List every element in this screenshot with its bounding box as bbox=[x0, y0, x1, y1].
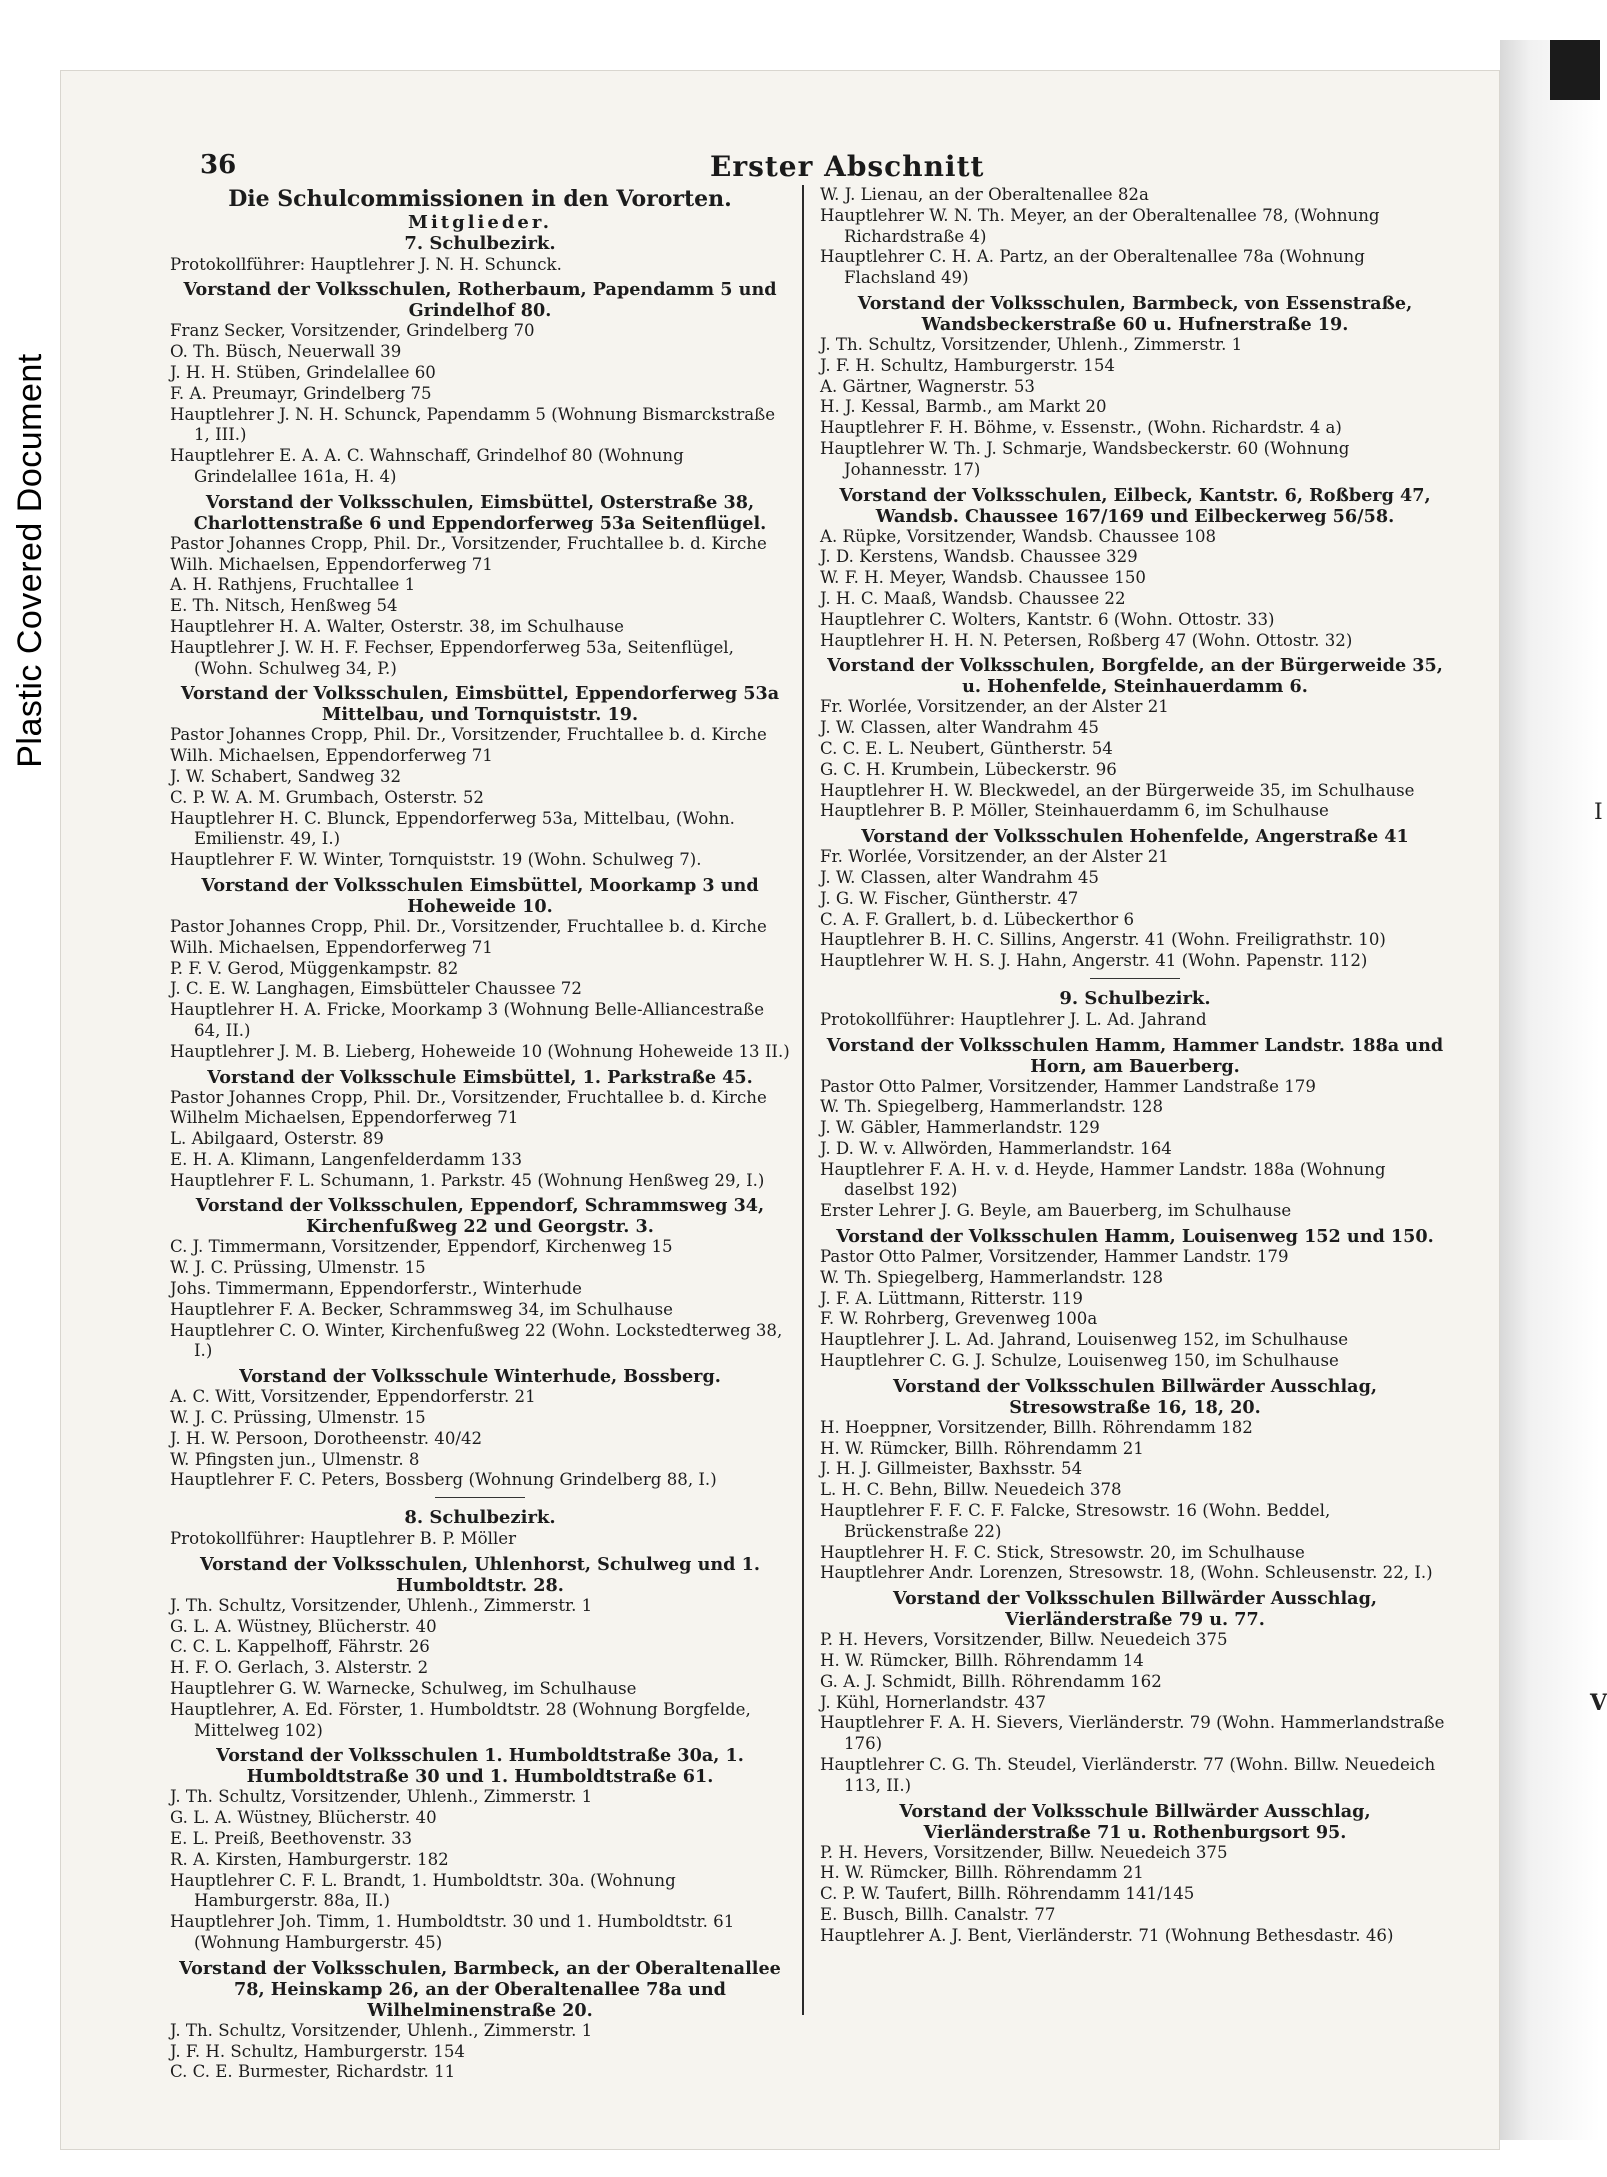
committee-section bbox=[170, 1554, 790, 1742]
committee-section bbox=[820, 1588, 1450, 1796]
member-entry: A. C. Witt, Vorsitzender, Eppendorferstr. 21 bbox=[170, 1387, 536, 1407]
member-entry: G. L. A. Wüstney, Blücherstr. 40 bbox=[170, 1808, 437, 1828]
member-entry: Hauptlehrer, A. Ed. Förster, 1. Humboldtstr. 28 (Wohnung Borgfelde, Mittelweg 102) bbox=[170, 1699, 751, 1740]
member-entry: J. H. H. Stüben, Grindelallee 60 bbox=[170, 362, 436, 382]
section-heading: Vorstand der Volksschulen 1. Humboldtstraße 30a, 1. Humboldtstraße 30 und 1. Humboldtstraße 61. bbox=[216, 1745, 744, 1788]
member-entry: C. C. L. Kappelhoff, Fährstr. 26 bbox=[170, 1637, 430, 1657]
section-heading: Vorstand der Volksschulen, Eppendorf, Schrammsweg 34, Kirchenfußweg 22 und Georgstr. 3. bbox=[195, 1195, 765, 1238]
member-entry: Johs. Timmermann, Eppendorferstr., Winterhude bbox=[170, 1279, 582, 1299]
member-entry: Hauptlehrer F. L. Schumann, 1. Parkstr. 45 (Wohnung Henßweg 29, I.) bbox=[170, 1170, 765, 1190]
member-entry: C. C. E. Burmester, Richardstr. 11 bbox=[170, 2062, 456, 2082]
member-entry: O. Th. Büsch, Neuerwall 39 bbox=[170, 342, 402, 362]
member-entry: L. Abilgaard, Osterstr. 89 bbox=[170, 1129, 384, 1149]
member-entry: J. Kühl, Hornerlandstr. 437 bbox=[820, 1692, 1047, 1712]
member-entry: W. J. Lienau, an der Oberaltenallee 82a bbox=[820, 185, 1149, 204]
member-entry: H. J. Kessal, Barmb., am Markt 20 bbox=[820, 397, 1107, 417]
member-entry: A. H. Rathjens, Fruchtallee 1 bbox=[170, 575, 416, 595]
section-heading: Vorstand der Volksschulen, Rotherbaum, Papendamm 5 und Grindelhof 80. bbox=[183, 279, 777, 322]
member-entry: H. W. Rümcker, Billh. Röhrendamm 21 bbox=[820, 1863, 1144, 1883]
section-heading: Vorstand der Volksschulen Billwärder Ausschlag, Vierländerstraße 79 u. 77. bbox=[892, 1588, 1378, 1631]
protocol-line: Protokollführer: Hauptlehrer J. N. H. Schunck. bbox=[170, 254, 562, 274]
section-heading: Vorstand der Volksschulen Billwärder Ausschlag, Stresowstraße 16, 18, 20. bbox=[892, 1375, 1378, 1418]
member-entry: Hauptlehrer B. H. C. Sillins, Angerstr. 41 (Wohn. Freiligrathstr. 10) bbox=[820, 930, 1386, 950]
section-heading: Vorstand der Volksschulen, Barmbeck, von Essenstraße, Wandsbeckerstraße 60 u. Hufnerstraße 19. bbox=[857, 292, 1413, 335]
member-entry: W. J. C. Prüssing, Ulmenstr. 15 bbox=[170, 1258, 426, 1278]
member-entry: Erster Lehrer J. G. Beyle, am Bauerberg, im Schulhause bbox=[820, 1201, 1292, 1221]
member-entry: J. W. Gäbler, Hammerlandstr. 129 bbox=[820, 1118, 1100, 1138]
section-heading: Vorstand der Volksschulen Hamm, Louisenweg 152 und 150. bbox=[836, 1226, 1434, 1248]
member-entry: Fr. Worlée, Vorsitzender, an der Alster 21 bbox=[820, 697, 1169, 717]
member-entry: Hauptlehrer C. H. A. Partz, an der Oberaltenallee 78a (Wohnung Flachsland 49) bbox=[820, 247, 1365, 288]
member-entry: C. C. E. L. Neubert, Güntherstr. 54 bbox=[820, 738, 1113, 758]
district-heading: 7. Schulbezirk. bbox=[404, 232, 556, 254]
committee-section bbox=[170, 1195, 790, 1362]
member-entry: J. H. W. Persoon, Dorotheenstr. 40/42 bbox=[170, 1428, 483, 1448]
member-entry: J. W. Schabert, Sandweg 32 bbox=[170, 766, 402, 786]
member-entry: Hauptlehrer E. A. A. C. Wahnschaff, Grindelhof 80 (Wohnung Grindelallee 161a, H. 4) bbox=[170, 446, 684, 486]
member-entry: Wilhelm Michaelsen, Eppendorferweg 71 bbox=[170, 1108, 519, 1128]
section-rule bbox=[1090, 978, 1180, 979]
member-entry: Hauptlehrer F. A. H. v. d. Heyde, Hammer Landstr. 188a (Wohnung daselbst 192) bbox=[820, 1159, 1386, 1200]
column-divider bbox=[802, 185, 804, 2015]
member-entry: C. P. W. Taufert, Billh. Röhrendamm 141/145 bbox=[820, 1884, 1195, 1904]
member-entry: F. A. Preumayr, Grindelberg 75 bbox=[170, 383, 432, 403]
member-entry: Pastor Johannes Cropp, Phil. Dr., Vorsitzender, Fruchtallee b. d. Kirche bbox=[170, 1087, 767, 1107]
committee-section bbox=[170, 1745, 790, 1953]
member-entry: Pastor Johannes Cropp, Phil. Dr., Vorsitzender, Fruchtallee b. d. Kirche bbox=[170, 916, 767, 936]
committee-section bbox=[820, 1801, 1450, 1947]
left-sections-2 bbox=[170, 1554, 790, 2083]
member-entry: E. Th. Nitsch, Henßweg 54 bbox=[170, 596, 398, 616]
member-entry: Hauptlehrer C. Wolters, Kantstr. 6 (Wohn. Ottostr. 33) bbox=[820, 609, 1275, 629]
member-entry: Hauptlehrer F. W. Winter, Tornquiststr. 19 (Wohn. Schulweg 7). bbox=[170, 850, 702, 870]
member-entry: J. Th. Schultz, Vorsitzender, Uhlenh., Zimmerstr. 1 bbox=[170, 1595, 593, 1615]
section-heading: Vorstand der Volksschule Billwärder Ausschlag, Vierländerstraße 71 u. Rothenburgsort 95. bbox=[899, 1800, 1371, 1843]
member-entry: Hauptlehrer W. N. Th. Meyer, an der Oberaltenallee 78, (Wohnung Richardstraße 4) bbox=[820, 205, 1380, 246]
section-heading: Vorstand der Volksschule Winterhude, Bossberg. bbox=[239, 1366, 721, 1388]
member-entry: H. F. O. Gerlach, 3. Alsterstr. 2 bbox=[170, 1658, 429, 1678]
main-title: Die Schulcommissionen in den Vororten. bbox=[228, 186, 732, 212]
committee-section bbox=[170, 683, 790, 871]
right-sections-2 bbox=[820, 1035, 1450, 1947]
member-entry: W. Th. Spiegelberg, Hammerlandstr. 128 bbox=[820, 1097, 1164, 1117]
member-entry: J. D. Kerstens, Wandsb. Chaussee 329 bbox=[820, 547, 1138, 567]
member-entry: Pastor Johannes Cropp, Phil. Dr., Vorsitzender, Fruchtallee b. d. Kirche bbox=[170, 725, 767, 745]
member-entry: G. C. H. Krumbein, Lübeckerstr. 96 bbox=[820, 759, 1117, 779]
section-heading: Vorstand der Volksschulen Eimsbüttel, Moorkamp 3 und Hoheweide 10. bbox=[201, 874, 759, 917]
section-heading: Vorstand der Volksschulen Hamm, Hammer Landstr. 188a und Horn, am Bauerberg. bbox=[826, 1034, 1444, 1077]
member-entry: Wilh. Michaelsen, Eppendorferweg 71 bbox=[170, 746, 493, 766]
section-heading: Vorstand der Volksschulen, Uhlenhorst, Schulweg und 1. Humboldtstr. 28. bbox=[200, 1553, 760, 1596]
right-top-entries bbox=[820, 185, 1450, 289]
committee-section bbox=[820, 655, 1450, 822]
member-entry: W. F. H. Meyer, Wandsb. Chaussee 150 bbox=[820, 568, 1146, 588]
members-heading: Mitglieder. bbox=[408, 212, 552, 233]
committee-section bbox=[820, 1226, 1450, 1372]
member-entry: Hauptlehrer H. F. C. Stick, Stresowstr. 20, im Schulhause bbox=[820, 1542, 1305, 1562]
member-entry: Hauptlehrer F. H. Böhme, v. Essenstr., (Wohn. Richardstr. 4 a) bbox=[820, 418, 1342, 438]
right-sections bbox=[820, 293, 1450, 972]
member-entry: Pastor Johannes Cropp, Phil. Dr., Vorsitzender, Fruchtallee b. d. Kirche bbox=[170, 533, 767, 553]
left-column bbox=[170, 185, 790, 2083]
committee-section bbox=[820, 1376, 1450, 1584]
member-entry: Hauptlehrer C. G. J. Schulze, Louisenweg 150, im Schulhause bbox=[820, 1351, 1339, 1371]
committee-section bbox=[170, 1958, 790, 2083]
edge-fragment-1: I bbox=[1594, 800, 1603, 825]
member-entry: C. A. F. Grallert, b. d. Lübeckerthor 6 bbox=[820, 909, 1135, 929]
member-entry: J. W. Classen, alter Wandrahm 45 bbox=[820, 867, 1099, 887]
section-rule bbox=[435, 1497, 525, 1498]
member-entry: F. W. Rohrberg, Grevenweg 100a bbox=[820, 1309, 1098, 1329]
member-entry: Hauptlehrer C. O. Winter, Kirchenfußweg 22 (Wohn. Lockstedterweg 38, I.) bbox=[170, 1320, 783, 1361]
member-entry: L. H. C. Behn, Billw. Neuedeich 378 bbox=[820, 1480, 1122, 1500]
member-entry: J. D. W. v. Allwörden, Hammerlandstr. 164 bbox=[820, 1138, 1172, 1158]
member-entry: J. H. C. Maaß, Wandsb. Chaussee 22 bbox=[820, 588, 1126, 608]
member-entry: Franz Secker, Vorsitzender, Grindelberg 70 bbox=[170, 321, 535, 341]
member-entry: Hauptlehrer F. A. Becker, Schrammsweg 34, im Schulhause bbox=[170, 1299, 673, 1319]
member-entry: Hauptlehrer B. P. Möller, Steinhauerdamm 6, im Schulhause bbox=[820, 801, 1329, 821]
member-entry: R. A. Kirsten, Hamburgerstr. 182 bbox=[170, 1849, 449, 1869]
member-entry: J. H. J. Gillmeister, Baxhsstr. 54 bbox=[820, 1459, 1083, 1479]
member-entry: H. W. Rümcker, Billh. Röhrendamm 14 bbox=[820, 1651, 1144, 1671]
member-entry: Hauptlehrer J. W. H. F. Fechser, Eppendorferweg 53a, Seitenflügel, (Wohn. Schulweg 34, P.) bbox=[170, 637, 734, 678]
committee-section bbox=[820, 293, 1450, 481]
member-entry: J. Th. Schultz, Vorsitzender, Uhlenh., Zimmerstr. 1 bbox=[170, 2020, 593, 2040]
member-entry: Hauptlehrer J. N. H. Schunck, Papendamm 5 (Wohnung Bismarckstraße 1, III.) bbox=[170, 404, 776, 445]
member-entry: Pastor Otto Palmer, Vorsitzender, Hammer Landstraße 179 bbox=[820, 1076, 1316, 1096]
member-entry: C. P. W. A. M. Grumbach, Osterstr. 52 bbox=[170, 787, 484, 807]
member-entry: P. F. V. Gerod, Müggenkampstr. 82 bbox=[170, 958, 459, 978]
edge-fragment-2: V bbox=[1590, 1690, 1607, 1716]
protocol-line: Protokollführer: Hauptlehrer B. P. Möller bbox=[170, 1529, 517, 1549]
member-entry: J. F. H. Schultz, Hamburgerstr. 154 bbox=[170, 2041, 465, 2061]
member-entry: J. F. H. Schultz, Hamburgerstr. 154 bbox=[820, 355, 1115, 375]
page-header bbox=[200, 150, 1440, 190]
member-entry: Hauptlehrer G. W. Warnecke, Schulweg, im Schulhause bbox=[170, 1679, 637, 1699]
member-entry: H. Hoeppner, Vorsitzender, Billh. Röhrendamm 182 bbox=[820, 1417, 1253, 1437]
committee-section bbox=[820, 826, 1450, 972]
member-entry: J. W. Classen, alter Wandrahm 45 bbox=[820, 718, 1099, 738]
committee-section bbox=[820, 485, 1450, 652]
section-heading: Vorstand der Volksschulen Hohenfelde, Angerstraße 41 bbox=[861, 826, 1409, 848]
member-entry: E. Busch, Billh. Canalstr. 77 bbox=[820, 1905, 1056, 1924]
member-entry: H. W. Rümcker, Billh. Röhrendamm 21 bbox=[820, 1438, 1144, 1458]
section-heading: Vorstand der Volksschule Eimsbüttel, 1. Parkstraße 45. bbox=[207, 1066, 753, 1088]
member-entry: Wilh. Michaelsen, Eppendorferweg 71 bbox=[170, 554, 493, 574]
member-entry: Hauptlehrer Andr. Lorenzen, Stresowstr. 18, (Wohn. Schleusenstr. 22, I.) bbox=[820, 1563, 1433, 1583]
section-heading: Vorstand der Volksschulen, Eilbeck, Kantstr. 6, Roßberg 47, Wandsb. Chaussee 167/169 und Eilbeckerweg 56/58. bbox=[839, 484, 1431, 527]
member-entry: Hauptlehrer J. M. B. Lieberg, Hoheweide 10 (Wohnung Hoheweide 13 II.) bbox=[170, 1041, 790, 1061]
member-entry: Hauptlehrer H. W. Bleckwedel, an der Bürgerweide 35, im Schulhause bbox=[820, 780, 1415, 800]
member-entry: Pastor Otto Palmer, Vorsitzender, Hammer Landstr. 179 bbox=[820, 1247, 1289, 1267]
member-entry: Fr. Worlée, Vorsitzender, an der Alster 21 bbox=[820, 847, 1169, 867]
committee-section bbox=[170, 875, 790, 1063]
section-heading: Vorstand der Volksschulen, Barmbeck, an der Oberaltenallee 78, Heinskamp 26, an der Oberaltenallee 78a und Wilhelminenstraße 20. bbox=[179, 1957, 781, 2021]
member-entry: Hauptlehrer H. A. Walter, Osterstr. 38, im Schulhause bbox=[170, 616, 624, 636]
member-entry: Hauptlehrer C. G. Th. Steudel, Vierländerstr. 77 (Wohn. Billw. Neuedeich 113, II.) bbox=[820, 1755, 1436, 1795]
page-number: 36 bbox=[200, 150, 237, 180]
district-heading: 8. Schulbezirk. bbox=[404, 1507, 556, 1529]
member-entry: E. L. Preiß, Beethovenstr. 33 bbox=[170, 1829, 413, 1849]
adjacent-page-edge bbox=[1500, 40, 1607, 2140]
member-entry: W. Pfingsten jun., Ulmenstr. 8 bbox=[170, 1449, 420, 1469]
left-sections bbox=[170, 279, 790, 1491]
member-entry: Hauptlehrer W. H. S. J. Hahn, Angerstr. 41 (Wohn. Papenstr. 112) bbox=[820, 951, 1368, 971]
member-entry: Hauptlehrer H. H. N. Petersen, Roßberg 47 (Wohn. Ottostr. 32) bbox=[820, 630, 1353, 650]
member-entry: W. Th. Spiegelberg, Hammerlandstr. 128 bbox=[820, 1267, 1164, 1287]
member-entry: Hauptlehrer W. Th. J. Schmarje, Wandsbeckerstr. 60 (Wohnung Johannesstr. 17) bbox=[820, 438, 1350, 479]
right-column bbox=[820, 185, 1450, 1947]
member-entry: J. Th. Schultz, Vorsitzender, Uhlenh., Zimmerstr. 1 bbox=[170, 1787, 593, 1807]
section-heading: Vorstand der Volksschulen, Eimsbüttel, Eppendorferweg 53a Mittelbau, und Tornquiststr. 19. bbox=[180, 683, 780, 726]
member-entry: Hauptlehrer Joh. Timm, 1. Humboldtstr. 30 und 1. Humboldtstr. 61 (Wohnung Hamburgerstr. 45) bbox=[170, 1912, 735, 1952]
member-entry: Hauptlehrer H. C. Blunck, Eppendorferweg 53a, Mittelbau, (Wohn. Emilienstr. 49, I.) bbox=[170, 808, 735, 849]
member-entry: Hauptlehrer H. A. Fricke, Moorkamp 3 (Wohnung Belle-Alliancestraße 64, II.) bbox=[170, 1000, 765, 1040]
member-entry: G. L. A. Wüstney, Blücherstr. 40 bbox=[170, 1616, 437, 1636]
member-entry: W. J. C. Prüssing, Ulmenstr. 15 bbox=[170, 1408, 426, 1428]
member-entry: C. J. Timmermann, Vorsitzender, Eppendorf, Kirchenweg 15 bbox=[170, 1237, 673, 1257]
member-entry: Hauptlehrer J. L. Ad. Jahrand, Louisenweg 152, im Schulhause bbox=[820, 1330, 1349, 1350]
member-entry: J. F. A. Lüttmann, Ritterstr. 119 bbox=[820, 1288, 1083, 1308]
member-entry: Hauptlehrer F. C. Peters, Bossberg (Wohnung Grindelberg 88, I.) bbox=[170, 1470, 717, 1490]
member-entry: Hauptlehrer F. F. C. F. Falcke, Stresowstr. 16 (Wohn. Beddel, Brückenstraße 22) bbox=[820, 1501, 1331, 1541]
member-entry: G. A. J. Schmidt, Billh. Röhrendamm 162 bbox=[820, 1671, 1162, 1691]
member-entry: P. H. Hevers, Vorsitzender, Billw. Neuedeich 375 bbox=[820, 1630, 1228, 1650]
protocol-line: Protokollführer: Hauptlehrer J. L. Ad. Jahrand bbox=[820, 1009, 1207, 1029]
member-entry: Wilh. Michaelsen, Eppendorferweg 71 bbox=[170, 937, 493, 957]
committee-section bbox=[170, 1366, 790, 1491]
member-entry: A. Gärtner, Wagnerstr. 53 bbox=[820, 376, 1035, 396]
member-entry: Hauptlehrer A. J. Bent, Vierländerstr. 71 (Wohnung Bethesdastr. 46) bbox=[820, 1925, 1394, 1945]
section-heading: Vorstand der Volksschulen, Borgfelde, an der Bürgerweide 35, u. Hohenfelde, Steinhauerdamm 6. bbox=[827, 655, 1443, 698]
committee-section bbox=[820, 1035, 1450, 1223]
district-heading: 9. Schulbezirk. bbox=[1059, 987, 1211, 1009]
member-entry: A. Rüpke, Vorsitzender, Wandsb. Chaussee 108 bbox=[820, 526, 1217, 546]
committee-section bbox=[170, 279, 790, 487]
section-heading: Vorstand der Volksschulen, Eimsbüttel, Osterstraße 38, Charlottenstraße 6 und Eppendorferweg 53a Seitenflügel. bbox=[193, 491, 767, 534]
member-entry: Hauptlehrer C. F. L. Brandt, 1. Humboldtstr. 30a. (Wohnung Hamburgerstr. 88a, II.) bbox=[170, 1870, 676, 1911]
member-entry: J. G. W. Fischer, Güntherstr. 47 bbox=[820, 888, 1079, 908]
member-entry: Hauptlehrer F. A. H. Sievers, Vierländerstr. 79 (Wohn. Hammerlandstraße 176) bbox=[820, 1713, 1445, 1754]
committee-section bbox=[170, 492, 790, 680]
section-title: Erster Abschnitt bbox=[710, 150, 985, 183]
scan-corner-bar bbox=[1550, 40, 1600, 100]
member-entry: J. Th. Schultz, Vorsitzender, Uhlenh., Zimmerstr. 1 bbox=[820, 334, 1243, 354]
member-entry: E. H. A. Klimann, Langenfelderdamm 133 bbox=[170, 1149, 523, 1169]
member-entry: P. H. Hevers, Vorsitzender, Billw. Neuedeich 375 bbox=[820, 1842, 1228, 1862]
member-entry: J. C. E. W. Langhagen, Eimsbütteler Chaussee 72 bbox=[170, 979, 582, 999]
plastic-covered-label: Plastic Covered Document bbox=[10, 352, 49, 768]
committee-section bbox=[170, 1067, 790, 1192]
